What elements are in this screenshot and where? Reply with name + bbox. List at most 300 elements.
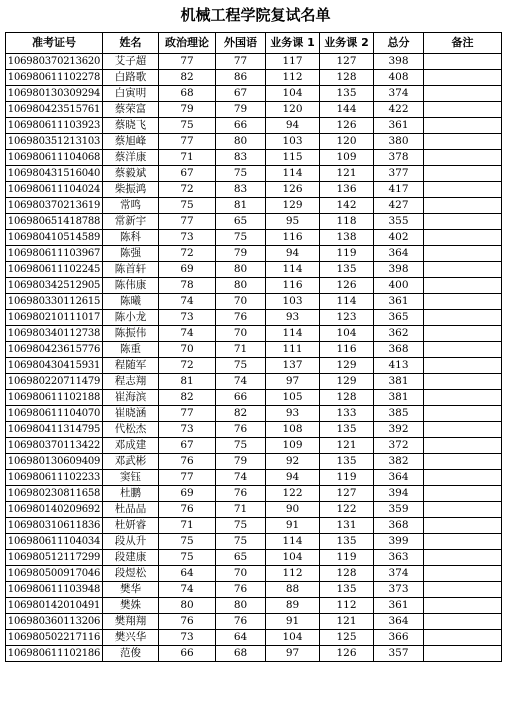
politics-score-cell: 79	[159, 102, 216, 118]
foreign-language-score-cell: 65	[216, 214, 266, 230]
table-row	[6, 502, 502, 518]
table-row	[6, 614, 502, 630]
table-row	[6, 118, 502, 134]
subject2-score-cell: 144	[320, 102, 374, 118]
subject1-score-cell: 89	[266, 598, 320, 614]
name-cell: 白寅明	[103, 86, 159, 102]
subject2-score-cell: 135	[320, 534, 374, 550]
subject2-score-cell: 118	[320, 214, 374, 230]
exam-id-cell: 106980611104034	[6, 534, 103, 550]
total-score-cell: 365	[374, 310, 424, 326]
foreign-language-score-cell: 76	[216, 422, 266, 438]
total-score-cell: 373	[374, 582, 424, 598]
subject1-score-cell: 94	[266, 118, 320, 134]
remark-cell	[424, 486, 502, 502]
foreign-language-score-cell: 75	[216, 230, 266, 246]
subject1-score-cell: 120	[266, 102, 320, 118]
total-score-cell: 402	[374, 230, 424, 246]
foreign-language-score-cell: 70	[216, 566, 266, 582]
politics-score-cell: 77	[159, 470, 216, 486]
foreign-language-score-cell: 71	[216, 342, 266, 358]
exam-id-cell: 106980370113422	[6, 438, 103, 454]
politics-score-cell: 73	[159, 310, 216, 326]
remark-cell	[424, 86, 502, 102]
foreign-language-score-cell: 80	[216, 262, 266, 278]
name-cell: 邓成建	[103, 438, 159, 454]
exam-id-cell: 106980502217116	[6, 630, 103, 646]
subject2-score-cell: 129	[320, 374, 374, 390]
foreign-language-score-cell: 80	[216, 278, 266, 294]
foreign-language-score-cell: 75	[216, 518, 266, 534]
foreign-language-score-cell: 68	[216, 646, 266, 662]
remark-cell	[424, 406, 502, 422]
subject1-score-cell: 92	[266, 454, 320, 470]
subject2-score-cell: 136	[320, 182, 374, 198]
table-header-row	[6, 33, 502, 54]
table-row	[6, 550, 502, 566]
remark-cell	[424, 438, 502, 454]
name-cell: 陈重	[103, 342, 159, 358]
name-cell: 段从升	[103, 534, 159, 550]
name-cell: 樊华	[103, 582, 159, 598]
total-score-cell: 364	[374, 614, 424, 630]
politics-score-cell: 76	[159, 454, 216, 470]
total-score-cell: 374	[374, 86, 424, 102]
remark-cell	[424, 566, 502, 582]
exam-id-cell: 106980611102186	[6, 646, 103, 662]
total-score-cell: 355	[374, 214, 424, 230]
table-row	[6, 54, 502, 70]
total-score-cell: 413	[374, 358, 424, 374]
exam-id-cell: 106980310611836	[6, 518, 103, 534]
exam-id-cell: 106980611103948	[6, 582, 103, 598]
exam-id-cell: 106980370213620	[6, 54, 103, 70]
table-row	[6, 374, 502, 390]
subject1-score-cell: 105	[266, 390, 320, 406]
politics-score-cell: 75	[159, 118, 216, 134]
exam-id-cell: 106980342512905	[6, 278, 103, 294]
remark-cell	[424, 198, 502, 214]
table-row	[6, 454, 502, 470]
foreign-language-score-cell: 70	[216, 326, 266, 342]
table-row	[6, 198, 502, 214]
name-cell: 陈小龙	[103, 310, 159, 326]
total-score-cell: 422	[374, 102, 424, 118]
name-cell: 蔡晓飞	[103, 118, 159, 134]
total-score-cell: 378	[374, 150, 424, 166]
foreign-language-score-cell: 64	[216, 630, 266, 646]
total-score-cell: 400	[374, 278, 424, 294]
subject2-score-cell: 112	[320, 598, 374, 614]
foreign-language-score-cell: 81	[216, 198, 266, 214]
politics-score-cell: 74	[159, 582, 216, 598]
politics-score-cell: 69	[159, 262, 216, 278]
foreign-language-score-cell: 79	[216, 454, 266, 470]
remark-cell	[424, 70, 502, 86]
remark-cell	[424, 518, 502, 534]
subject1-score-cell: 112	[266, 566, 320, 582]
remark-cell	[424, 342, 502, 358]
total-score-cell: 385	[374, 406, 424, 422]
remark-cell	[424, 310, 502, 326]
name-cell: 范俊	[103, 646, 159, 662]
subject2-score-cell: 104	[320, 326, 374, 342]
subject1-score-cell: 97	[266, 374, 320, 390]
politics-score-cell: 76	[159, 614, 216, 630]
subject1-score-cell: 91	[266, 518, 320, 534]
exam-id-cell: 106980611104024	[6, 182, 103, 198]
exam-id-cell: 106980130309294	[6, 86, 103, 102]
subject2-score-cell: 127	[320, 54, 374, 70]
remark-cell	[424, 390, 502, 406]
table-row	[6, 470, 502, 486]
subject1-score-cell: 93	[266, 310, 320, 326]
foreign-language-score-cell: 66	[216, 390, 266, 406]
remark-cell	[424, 166, 502, 182]
exam-id-cell: 106980230811658	[6, 486, 103, 502]
remark-cell	[424, 278, 502, 294]
subject1-score-cell: 94	[266, 470, 320, 486]
exam-id-cell: 106980611102278	[6, 70, 103, 86]
name-cell: 陈振伟	[103, 326, 159, 342]
remark-cell	[424, 550, 502, 566]
remark-cell	[424, 422, 502, 438]
foreign-language-score-cell: 76	[216, 614, 266, 630]
name-cell: 程志翔	[103, 374, 159, 390]
table-row	[6, 246, 502, 262]
subject1-score-cell: 137	[266, 358, 320, 374]
politics-score-cell: 74	[159, 326, 216, 342]
foreign-language-score-cell: 83	[216, 182, 266, 198]
table-row	[6, 390, 502, 406]
foreign-language-score-cell: 77	[216, 54, 266, 70]
total-score-cell: 368	[374, 518, 424, 534]
total-score-cell: 377	[374, 166, 424, 182]
table-row	[6, 310, 502, 326]
name-cell: 杜妍睿	[103, 518, 159, 534]
exam-id-cell: 106980411314795	[6, 422, 103, 438]
subject1-score-cell: 114	[266, 534, 320, 550]
exam-id-cell: 106980431516040	[6, 166, 103, 182]
name-cell: 蔡毅斌	[103, 166, 159, 182]
politics-score-cell: 67	[159, 438, 216, 454]
subject1-score-cell: 90	[266, 502, 320, 518]
foreign-language-score-cell: 79	[216, 246, 266, 262]
remark-cell	[424, 614, 502, 630]
exam-id-cell: 106980611104070	[6, 406, 103, 422]
name-cell: 邓武彬	[103, 454, 159, 470]
exam-id-cell: 106980220711479	[6, 374, 103, 390]
subject1-score-cell: 111	[266, 342, 320, 358]
table-row	[6, 646, 502, 662]
remark-cell	[424, 646, 502, 662]
subject1-score-cell: 103	[266, 294, 320, 310]
foreign-language-score-cell: 83	[216, 150, 266, 166]
remark-cell	[424, 598, 502, 614]
table-row	[6, 150, 502, 166]
politics-score-cell: 77	[159, 214, 216, 230]
name-cell: 常新宇	[103, 214, 159, 230]
politics-score-cell: 78	[159, 278, 216, 294]
total-score-cell: 359	[374, 502, 424, 518]
politics-score-cell: 82	[159, 70, 216, 86]
foreign-language-score-cell: 75	[216, 438, 266, 454]
table-row	[6, 294, 502, 310]
foreign-language-score-cell: 74	[216, 470, 266, 486]
foreign-language-score-cell: 76	[216, 486, 266, 502]
total-score-cell: 366	[374, 630, 424, 646]
name-cell: 崔晓涵	[103, 406, 159, 422]
total-score-cell: 357	[374, 646, 424, 662]
subject2-score-cell: 128	[320, 566, 374, 582]
exam-id-cell: 106980330112615	[6, 294, 103, 310]
subject2-score-cell: 133	[320, 406, 374, 422]
total-score-cell: 361	[374, 118, 424, 134]
subject2-score-cell: 123	[320, 310, 374, 326]
subject2-score-cell: 128	[320, 390, 374, 406]
table-row	[6, 342, 502, 358]
subject2-score-cell: 135	[320, 86, 374, 102]
politics-score-cell: 71	[159, 518, 216, 534]
subject2-score-cell: 128	[320, 70, 374, 86]
politics-score-cell: 77	[159, 54, 216, 70]
subject2-score-cell: 135	[320, 454, 374, 470]
subject2-score-cell: 119	[320, 470, 374, 486]
subject2-score-cell: 135	[320, 262, 374, 278]
remark-cell	[424, 230, 502, 246]
table-row	[6, 230, 502, 246]
table-row	[6, 486, 502, 502]
total-score-cell: 394	[374, 486, 424, 502]
total-score-cell: 362	[374, 326, 424, 342]
subject1-score-cell: 114	[266, 326, 320, 342]
total-score-cell: 368	[374, 342, 424, 358]
name-cell: 杜鹏	[103, 486, 159, 502]
exam-id-cell: 106980410514589	[6, 230, 103, 246]
column-header: 业务课 1	[266, 33, 320, 54]
subject2-score-cell: 119	[320, 550, 374, 566]
exam-id-cell: 106980651418788	[6, 214, 103, 230]
exam-id-cell: 106980423615776	[6, 342, 103, 358]
subject2-score-cell: 129	[320, 358, 374, 374]
subject2-score-cell: 121	[320, 438, 374, 454]
subject2-score-cell: 126	[320, 118, 374, 134]
politics-score-cell: 71	[159, 150, 216, 166]
subject1-score-cell: 104	[266, 630, 320, 646]
exam-id-cell: 106980360113206	[6, 614, 103, 630]
total-score-cell: 364	[374, 246, 424, 262]
table-row	[6, 518, 502, 534]
name-cell: 陈曦	[103, 294, 159, 310]
subject2-score-cell: 109	[320, 150, 374, 166]
foreign-language-score-cell: 70	[216, 294, 266, 310]
name-cell: 段煜松	[103, 566, 159, 582]
subject2-score-cell: 116	[320, 342, 374, 358]
total-score-cell: 372	[374, 438, 424, 454]
subject1-score-cell: 117	[266, 54, 320, 70]
remark-cell	[424, 358, 502, 374]
exam-id-cell: 106980611104068	[6, 150, 103, 166]
name-cell: 陈伟康	[103, 278, 159, 294]
remark-cell	[424, 454, 502, 470]
total-score-cell: 408	[374, 70, 424, 86]
total-score-cell: 381	[374, 374, 424, 390]
foreign-language-score-cell: 79	[216, 102, 266, 118]
column-header: 备注	[424, 33, 502, 54]
subject1-score-cell: 108	[266, 422, 320, 438]
foreign-language-score-cell: 76	[216, 310, 266, 326]
politics-score-cell: 74	[159, 294, 216, 310]
admission-list-table	[5, 32, 502, 662]
subject2-score-cell: 125	[320, 630, 374, 646]
name-cell: 艾子超	[103, 54, 159, 70]
subject1-score-cell: 115	[266, 150, 320, 166]
subject1-score-cell: 116	[266, 278, 320, 294]
foreign-language-score-cell: 86	[216, 70, 266, 86]
remark-cell	[424, 54, 502, 70]
subject2-score-cell: 142	[320, 198, 374, 214]
subject2-score-cell: 121	[320, 166, 374, 182]
politics-score-cell: 73	[159, 230, 216, 246]
total-score-cell: 427	[374, 198, 424, 214]
remark-cell	[424, 374, 502, 390]
foreign-language-score-cell: 74	[216, 374, 266, 390]
total-score-cell: 399	[374, 534, 424, 550]
subject1-score-cell: 114	[266, 262, 320, 278]
table-row	[6, 70, 502, 86]
subject2-score-cell: 135	[320, 422, 374, 438]
politics-score-cell: 75	[159, 198, 216, 214]
name-cell: 樊翔翔	[103, 614, 159, 630]
exam-id-cell: 106980142010491	[6, 598, 103, 614]
subject1-score-cell: 97	[266, 646, 320, 662]
subject1-score-cell: 104	[266, 550, 320, 566]
name-cell: 陈首轩	[103, 262, 159, 278]
politics-score-cell: 80	[159, 598, 216, 614]
name-cell: 窦钰	[103, 470, 159, 486]
exam-id-cell: 106980430415931	[6, 358, 103, 374]
politics-score-cell: 73	[159, 422, 216, 438]
remark-cell	[424, 118, 502, 134]
politics-score-cell: 66	[159, 646, 216, 662]
remark-cell	[424, 150, 502, 166]
subject1-score-cell: 88	[266, 582, 320, 598]
table-row	[6, 358, 502, 374]
remark-cell	[424, 102, 502, 118]
remark-cell	[424, 630, 502, 646]
total-score-cell: 417	[374, 182, 424, 198]
table-row	[6, 214, 502, 230]
total-score-cell: 363	[374, 550, 424, 566]
name-cell: 杜品品	[103, 502, 159, 518]
exam-id-cell: 106980500917046	[6, 566, 103, 582]
name-cell: 柴振鸿	[103, 182, 159, 198]
remark-cell	[424, 534, 502, 550]
exam-id-cell: 106980210111017	[6, 310, 103, 326]
foreign-language-score-cell: 82	[216, 406, 266, 422]
exam-id-cell: 106980351213103	[6, 134, 103, 150]
foreign-language-score-cell: 75	[216, 358, 266, 374]
subject1-score-cell: 126	[266, 182, 320, 198]
subject1-score-cell: 104	[266, 86, 320, 102]
subject2-score-cell: 135	[320, 582, 374, 598]
politics-score-cell: 72	[159, 358, 216, 374]
remark-cell	[424, 246, 502, 262]
politics-score-cell: 72	[159, 182, 216, 198]
foreign-language-score-cell: 67	[216, 86, 266, 102]
column-header: 准考证号	[6, 33, 103, 54]
subject2-score-cell: 120	[320, 134, 374, 150]
name-cell: 蔡荣富	[103, 102, 159, 118]
politics-score-cell: 67	[159, 166, 216, 182]
politics-score-cell: 76	[159, 502, 216, 518]
subject1-score-cell: 112	[266, 70, 320, 86]
total-score-cell: 381	[374, 390, 424, 406]
subject2-score-cell: 126	[320, 278, 374, 294]
subject2-score-cell: 138	[320, 230, 374, 246]
subject2-score-cell: 131	[320, 518, 374, 534]
column-header: 总分	[374, 33, 424, 54]
politics-score-cell: 70	[159, 342, 216, 358]
exam-id-cell: 106980423515761	[6, 102, 103, 118]
total-score-cell: 398	[374, 262, 424, 278]
foreign-language-score-cell: 76	[216, 582, 266, 598]
name-cell: 蔡旭峰	[103, 134, 159, 150]
table-row	[6, 566, 502, 582]
subject1-score-cell: 122	[266, 486, 320, 502]
exam-id-cell: 106980611103967	[6, 246, 103, 262]
foreign-language-score-cell: 75	[216, 534, 266, 550]
subject1-score-cell: 109	[266, 438, 320, 454]
subject1-score-cell: 95	[266, 214, 320, 230]
table-row	[6, 86, 502, 102]
exam-id-cell: 106980611102245	[6, 262, 103, 278]
name-cell: 代松杰	[103, 422, 159, 438]
name-cell: 陈科	[103, 230, 159, 246]
subject1-score-cell: 103	[266, 134, 320, 150]
table-row	[6, 598, 502, 614]
total-score-cell: 380	[374, 134, 424, 150]
total-score-cell: 374	[374, 566, 424, 582]
subject1-score-cell: 93	[266, 406, 320, 422]
remark-cell	[424, 214, 502, 230]
table-row	[6, 582, 502, 598]
subject1-score-cell: 129	[266, 198, 320, 214]
name-cell: 程随军	[103, 358, 159, 374]
subject1-score-cell: 114	[266, 166, 320, 182]
subject2-score-cell: 119	[320, 246, 374, 262]
table-row	[6, 630, 502, 646]
table-row	[6, 406, 502, 422]
politics-score-cell: 72	[159, 246, 216, 262]
subject2-score-cell: 114	[320, 294, 374, 310]
table-row	[6, 134, 502, 150]
remark-cell	[424, 182, 502, 198]
name-cell: 段建康	[103, 550, 159, 566]
politics-score-cell: 77	[159, 134, 216, 150]
politics-score-cell: 75	[159, 550, 216, 566]
exam-id-cell: 106980611102188	[6, 390, 103, 406]
name-cell: 常鸣	[103, 198, 159, 214]
foreign-language-score-cell: 66	[216, 118, 266, 134]
foreign-language-score-cell: 75	[216, 166, 266, 182]
total-score-cell: 382	[374, 454, 424, 470]
name-cell: 崔海滨	[103, 390, 159, 406]
table-row	[6, 182, 502, 198]
column-header: 业务课 2	[320, 33, 374, 54]
remark-cell	[424, 262, 502, 278]
table-row	[6, 534, 502, 550]
